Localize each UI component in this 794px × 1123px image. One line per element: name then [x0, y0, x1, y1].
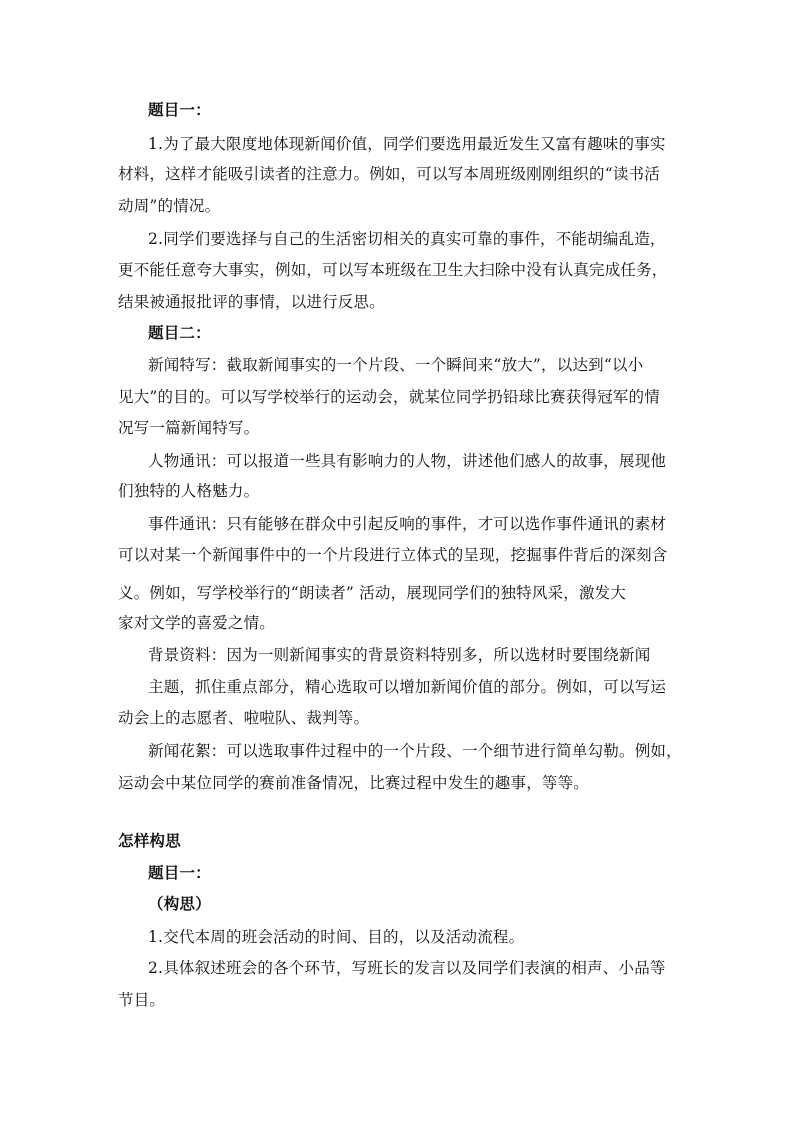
paragraph-line: 主题，抓住重点部分，精心选取可以增加新闻价值的部分。例如，可以写运: [148, 678, 667, 696]
subheading-outline: （构思）: [148, 894, 211, 913]
paragraph-line: 况写一篇新闻特写。: [118, 419, 260, 437]
paragraph-line: 材料，这样才能吸引读者的注意力。例如，可以写本周班级刚刚组织的“读书活: [118, 165, 660, 183]
paragraph-line: 动周”的情况。: [118, 197, 221, 215]
paragraph-line: 家对文学的喜爱之情。: [118, 614, 276, 632]
paragraph-line: 义。例如，写学校举行的“朗读者” 活动，展现同学们的独特风采，激发大: [118, 584, 627, 602]
paragraph-line: 事件通讯：只有能够在群众中引起反响的事件，才可以选作事件通讯的素材: [148, 515, 667, 533]
section-heading: 怎样构思: [118, 831, 181, 850]
paragraph-line: 新闻特写：截取新闻事实的一个片段、一个瞬间来“放大”，以达到“以小: [148, 356, 644, 374]
heading-topic-one: 题目一：: [148, 100, 211, 119]
heading-topic-two: 题目二：: [148, 323, 211, 342]
paragraph-line: 结果被通报批评的事情，以进行反思。: [118, 293, 385, 311]
paragraph-line: 1.交代本周的班会活动的时间、目的，以及活动流程。: [148, 928, 525, 946]
paragraph-line: 人物通讯：可以报道一些具有影响力的人物，讲述他们感人的故事，展现他: [148, 452, 667, 470]
paragraph-line: 2.同学们要选择与自己的生活密切相关的真实可靠的事件，不能胡编乱造，: [148, 230, 666, 248]
paragraph-line: 1.为了最大限度地体现新闻价值，同学们要选用最近发生又富有趣味的事实: [148, 135, 666, 153]
paragraph-line: 新闻花絮：可以选取事件过程中的一个片段、一个细节进行简单勾勒。例如，: [148, 742, 682, 760]
paragraph-line: 可以对某一个新闻事件中的一个片段进行立体式的呈现，挖掘事件背后的深刻含: [118, 546, 668, 564]
paragraph-line: 背景资料：因为一则新闻事实的背景资料特别多，所以选材时要围绕新闻: [148, 646, 651, 664]
heading-topic-one-second: 题目一：: [148, 863, 211, 882]
paragraph-line: 更不能任意夸大事实，例如，可以写本班级在卫生大扫除中没有认真完成任务，: [118, 261, 668, 279]
paragraph-line: 2.具体叙述班会的各个环节，写班长的发言以及同学们表演的相声、小品等: [148, 959, 666, 977]
paragraph-line: 见大”的目的。可以写学校举行的运动会，就某位同学扔铅球比赛获得冠军的情: [118, 388, 660, 406]
paragraph-line: 动会上的志愿者、啦啦队、裁判等。: [118, 709, 370, 727]
paragraph-line: 们独特的人格魅力。: [118, 482, 260, 500]
paragraph-line: 运动会中某位同学的赛前准备情况，比赛过程中发生的趣事，等等。: [118, 774, 590, 792]
paragraph-line: 节目。: [118, 991, 166, 1009]
